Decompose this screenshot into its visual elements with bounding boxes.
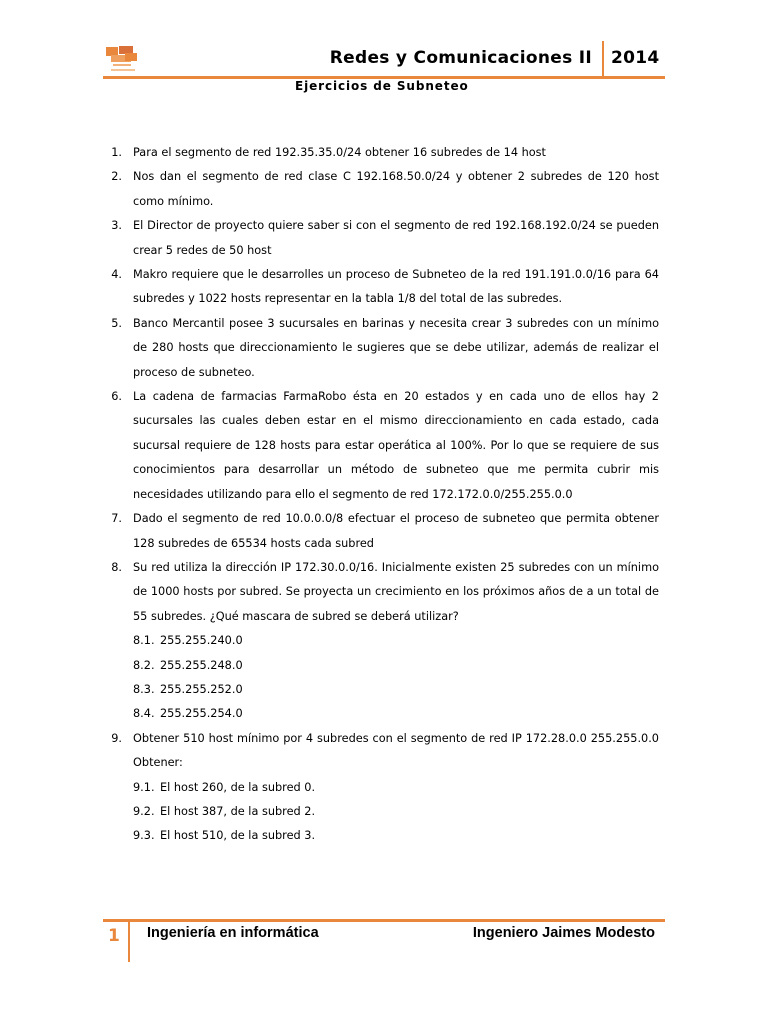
exercise-text: Nos dan el segmento de red clase C 192.168.50.0/24 y obtener 2 subredes de 120 host como mínimo. <box>133 170 659 208</box>
document-year: 2014 <box>611 48 660 68</box>
sub-item <box>100 629 659 653</box>
exercise-item <box>100 556 659 629</box>
sub-item-number: 9.1. <box>133 780 155 794</box>
sub-item-number: 9.3. <box>133 829 155 843</box>
sub-item-text: El host 510, de la subred 3. <box>160 829 316 843</box>
exercise-number: 9. <box>111 731 122 745</box>
sub-item <box>100 702 659 726</box>
header-separator <box>602 41 604 76</box>
exercise-item <box>100 263 659 312</box>
exercise-text: Su red utiliza la dirección IP 172.30.0.0/16. Inicialmente existen 25 subredes con un mínimo de 1000 hosts por subred. Se proyecta un crecimiento en los próximos años de a un total de 55 subredes. ¿Qué mascara de subred se deberá utilizar? <box>133 560 659 623</box>
sub-item <box>100 800 659 824</box>
exercise-number: 3. <box>111 219 122 233</box>
exercise-item <box>100 141 659 165</box>
exercise-text: La cadena de farmacias FarmaRobo ésta en 20 estados y en cada uno de ellos hay 2 sucursales las cuales deben estar en el mismo direccionamiento en cada estado, cada sucursal requiere de 128 hosts para estar operática al 100%. Por lo que se requiere de sus conocimientos para desarrollar un método de subneteo que me permita cubrir mis necesidades utilizando para ello el segmento de red 172.172.0.0/255.255.0.0 <box>133 390 659 501</box>
sub-item-text: 255.255.240.0 <box>160 634 243 648</box>
exercise-list <box>100 141 659 849</box>
exercise-number: 4. <box>111 268 122 282</box>
exercise-text: Makro requiere que le desarrolles un proceso de Subneteo de la red 191.191.0.0/16 para 64 subredes y 1022 hosts representar en la tabla 1/8 del total de las subredes. <box>133 268 659 306</box>
exercise-item <box>100 312 659 385</box>
sub-item <box>100 776 659 800</box>
sub-item <box>100 824 659 848</box>
sub-item-text: 255.255.252.0 <box>160 682 243 696</box>
sub-item-number: 8.3. <box>133 682 155 696</box>
footer-separator <box>128 922 130 962</box>
sub-item-number: 9.2. <box>133 804 155 818</box>
sub-item <box>100 678 659 702</box>
page-number: 1 <box>108 926 120 946</box>
institution-logo-icon <box>103 44 141 76</box>
document-subtitle: Ejercicios de Subneteo <box>295 79 469 93</box>
sub-item-number: 8.1. <box>133 634 155 648</box>
exercise-number: 2. <box>111 170 122 184</box>
exercise-item <box>100 165 659 214</box>
sub-item-text: 255.255.254.0 <box>160 707 243 721</box>
exercise-item <box>100 507 659 556</box>
footer-author: Ingeniero Jaimes Modesto <box>472 925 655 941</box>
exercise-item <box>100 727 659 776</box>
exercise-text: Dado el segmento de red 10.0.0.0/8 efectuar el proceso de subneteo que permita obtener 128 subredes de 65534 hosts cada subred <box>133 512 659 550</box>
exercise-number: 8. <box>111 560 122 574</box>
exercise-text: Para el segmento de red 192.35.35.0/24 obtener 16 subredes de 14 host <box>133 146 546 159</box>
exercise-text: Obtener 510 host mínimo por 4 subredes con el segmento de red IP 172.28.0.0 255.255.0.0 Obtener: <box>133 731 659 770</box>
footer-rule <box>103 919 665 922</box>
exercise-text: El Director de proyecto quiere saber si con el segmento de red 192.168.192.0/24 se pueden crear 5 redes de 50 host <box>133 219 659 257</box>
footer-program: Ingeniería en informática <box>147 925 319 941</box>
sub-item <box>100 654 659 678</box>
exercise-item <box>100 214 659 263</box>
sub-item-text: El host 260, de la subred 0. <box>160 780 316 794</box>
sub-item-text: El host 387, de la subred 2. <box>160 804 316 818</box>
exercise-number: 7. <box>111 512 122 526</box>
exercise-number: 5. <box>111 316 122 330</box>
document-title: Redes y Comunicaciones II <box>329 48 592 68</box>
exercise-number: 6. <box>111 390 122 404</box>
exercise-text: Banco Mercantil posee 3 sucursales en barinas y necesita crear 3 subredes con un mínimo de 280 hosts que direccionamiento le sugieres que se debe utilizar, además de realizar el proceso de subneteo. <box>133 316 659 379</box>
sub-item-number: 8.4. <box>133 707 155 721</box>
sub-item-text: 255.255.248.0 <box>160 658 243 672</box>
sub-item-number: 8.2. <box>133 658 155 672</box>
exercise-number: 1. <box>111 146 122 159</box>
exercise-item <box>100 385 659 507</box>
